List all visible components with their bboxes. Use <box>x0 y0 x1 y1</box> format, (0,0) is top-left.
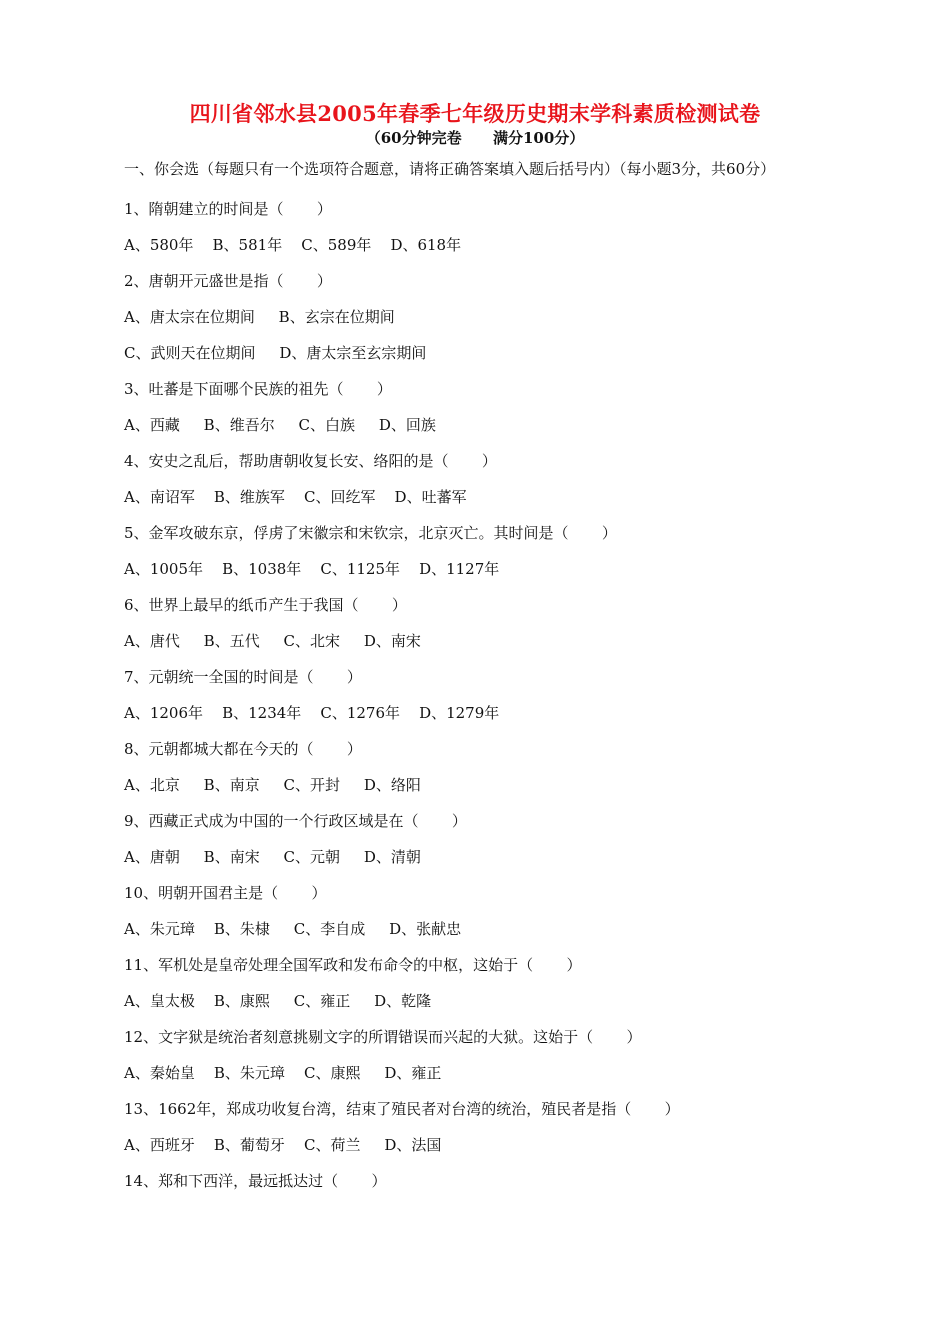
question-line: 4、安史之乱后，帮助唐朝收复长安、络阳的是（ ） <box>124 452 497 470</box>
exam-subtitle: （60分钟完卷 满分100分） <box>365 129 585 147</box>
answer-options: A、1005年 B、1038年 C、1125年 D、1127年 <box>124 560 500 578</box>
answer-options: A、1206年 B、1234年 C、1276年 D、1279年 <box>124 704 500 722</box>
question-line: 12、文字狱是统治者刻意挑剔文字的所谓错误而兴起的大狱。这始于（ ） <box>124 1028 642 1046</box>
answer-options: A、580年 B、581年 C、589年 D、618年 <box>124 236 462 254</box>
answer-options: A、唐太宗在位期间 B、玄宗在位期间 <box>124 308 395 326</box>
question-line: 9、西藏正式成为中国的一个行政区域是在（ ） <box>124 812 467 830</box>
answer-options: A、西班牙 B、葡萄牙 C、荷兰 D、法国 <box>124 1136 442 1154</box>
answer-options: A、唐代 B、五代 C、北宋 D、南宋 <box>124 632 421 650</box>
answer-options: A、秦始皇 B、朱元璋 C、康熙 D、雍正 <box>124 1064 442 1082</box>
answer-options: A、北京 B、南京 C、开封 D、络阳 <box>124 776 421 794</box>
question-line: 6、世界上最早的纸币产生于我国（ ） <box>124 596 407 614</box>
answer-options: A、唐朝 B、南宋 C、元朝 D、清朝 <box>124 848 421 866</box>
answer-options: A、南诏军 B、维族军 C、回纥军 D、吐蕃军 <box>124 488 467 506</box>
exam-title: 四川省邻水县2005年春季七年级历史期末学科素质检测试卷 <box>189 101 761 126</box>
question-line: 11、军机处是皇帝处理全国军政和发布命令的中枢，这始于（ ） <box>124 956 582 974</box>
question-line: 2、唐朝开元盛世是指（ ） <box>124 272 332 290</box>
question-line: 14、郑和下西洋，最远抵达过（ ） <box>124 1172 387 1190</box>
question-line: 7、元朝统一全国的时间是（ ） <box>124 668 362 686</box>
question-line: 1、隋朝建立的时间是（ ） <box>124 200 332 218</box>
answer-options: A、朱元璋 B、朱棣 C、李自成 D、张献忠 <box>124 920 462 938</box>
answer-options: A、西藏 B、维吾尔 C、白族 D、回族 <box>124 416 436 434</box>
question-list <box>124 191 864 1199</box>
question-line: 10、明朝开国君主是（ ） <box>124 884 327 902</box>
section-intro: 一、你会选（每题只有一个选项符合题意，请将正确答案填入题后括号内）（每小题3分，共60分） <box>124 160 776 178</box>
answer-options: A、皇太极 B、康熙 C、雍正 D、乾隆 <box>124 992 432 1010</box>
question-line: 13、1662年，郑成功收复台湾，结束了殖民者对台湾的统治，殖民者是指（ ） <box>124 1100 680 1118</box>
question-line: 5、金军攻破东京，俘虏了宋徽宗和宋钦宗，北京灭亡。其时间是（ ） <box>124 524 617 542</box>
answer-options: C、武则天在位期间 D、唐太宗至玄宗期间 <box>124 344 427 362</box>
question-line: 8、元朝都城大都在今天的（ ） <box>124 740 362 758</box>
exam-body <box>124 148 864 1199</box>
question-line: 3、吐蕃是下面哪个民族的祖先（ ） <box>124 380 392 398</box>
